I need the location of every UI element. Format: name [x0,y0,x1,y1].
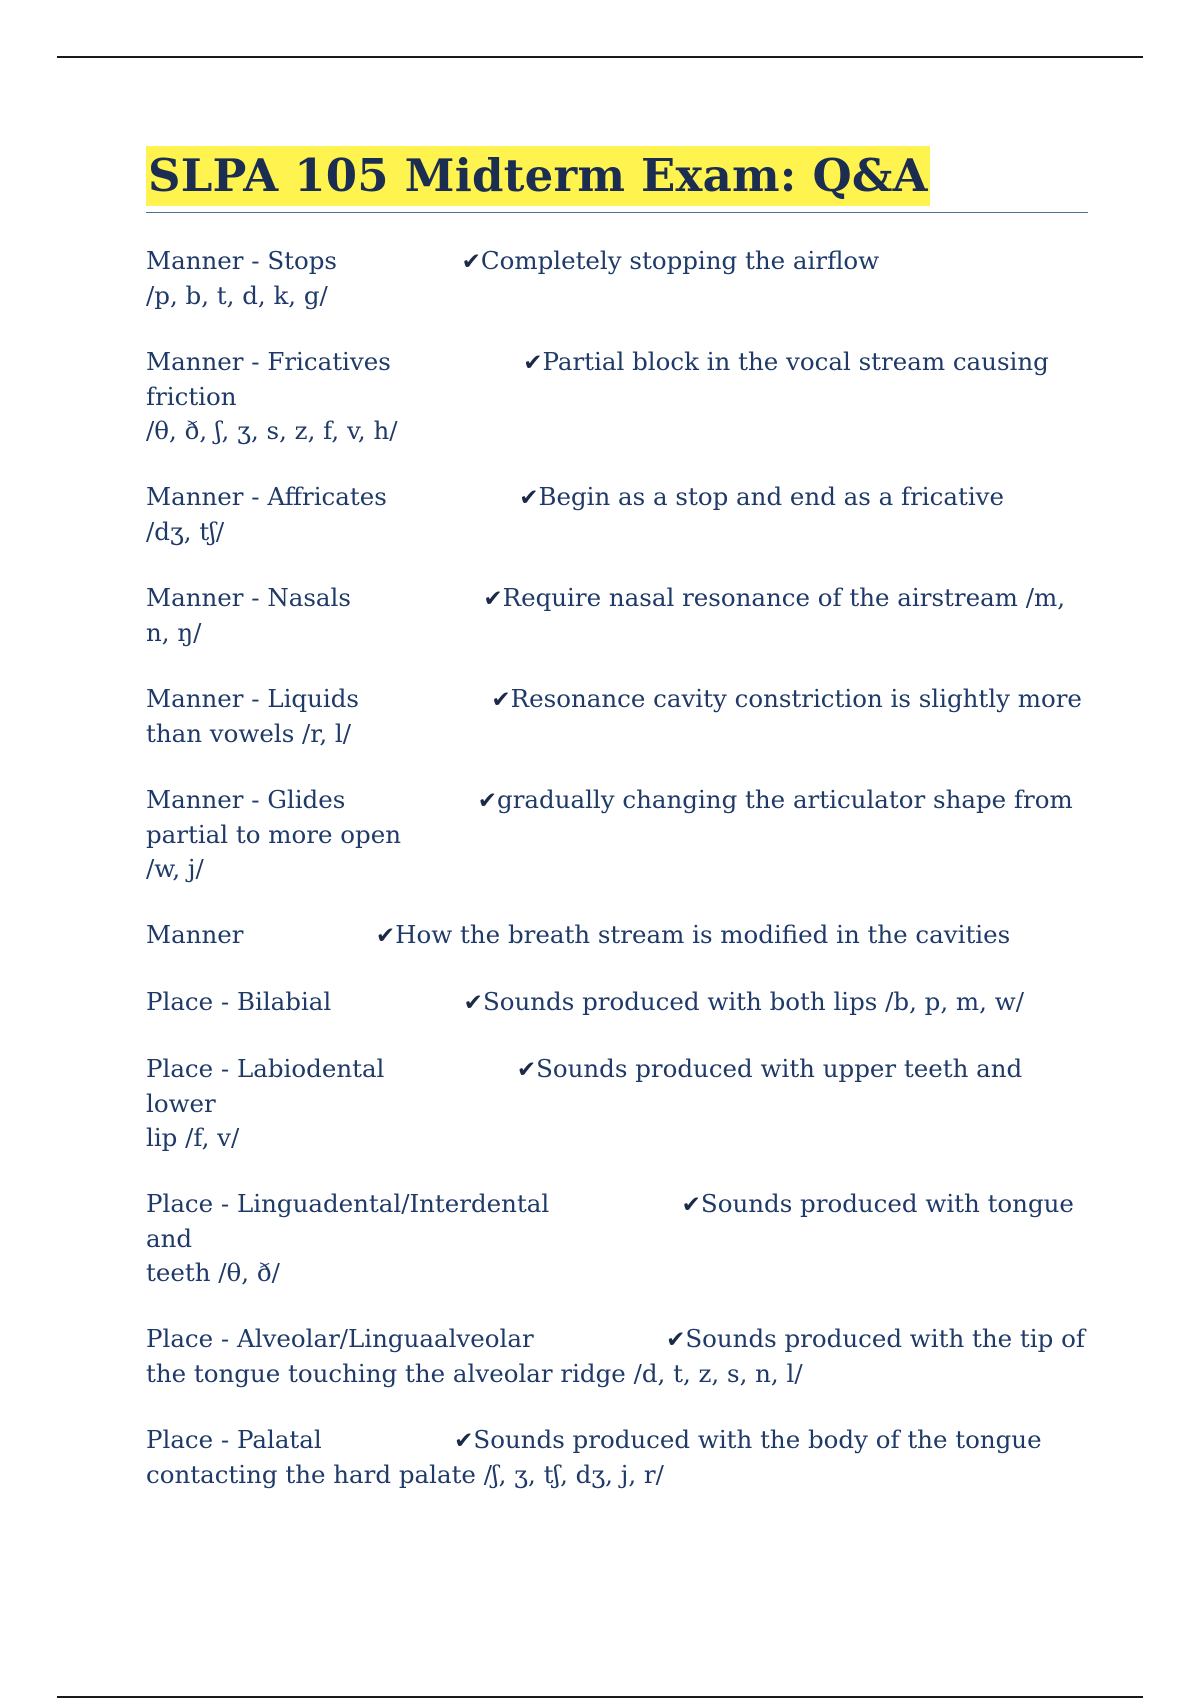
qa-item [146,581,1088,650]
checkmark-icon: ✔ [523,350,543,376]
question-continuation: than vowels /r, l/ [146,719,351,748]
bottom-rule [57,1696,1143,1698]
question-continuation: teeth /θ, ð/ [146,1258,280,1287]
question-text: Place - Alveolar/Linguaalveolar [146,1324,534,1353]
question-text: Manner - Nasals [146,583,351,612]
spacer [387,482,519,511]
answer-text: Partial block in the vocal stream causing [542,347,1049,376]
checkmark-icon: ✔ [666,1327,686,1353]
qa-item [146,1052,1088,1155]
checkmark-icon: ✔ [491,687,511,713]
question-text: Manner - Affricates [146,482,387,511]
qa-item [146,480,1088,549]
question-continuation: lip /f, v/ [146,1123,240,1152]
page-title: SLPA 105 Midterm Exam: Q&A [146,146,930,206]
question-text: Manner - Fricatives [146,347,391,376]
checkmark-icon: ✔ [461,249,481,275]
checkmark-icon: ✔ [681,1192,701,1218]
qa-item [146,783,1088,886]
qa-item [146,918,1088,953]
qa-item [146,985,1088,1020]
qa-item [146,682,1088,751]
top-rule [57,56,1143,58]
qa-list [146,244,1088,1492]
checkmark-icon: ✔ [519,485,539,511]
checkmark-icon: ✔ [477,788,498,814]
spacer [345,785,477,814]
answer-text: gradually changing the articulator shape from [497,785,1073,814]
checkmark-icon: ✔ [483,586,503,612]
qa-item [146,345,1088,448]
spacer [391,347,523,376]
question-continuation: partial to more open /w, j/ [146,820,401,883]
qa-item [146,1423,1088,1492]
spacer [534,1324,666,1353]
spacer [351,583,483,612]
spacer [243,920,375,949]
answer-text: Completely stopping the airflow [480,246,880,275]
answer-text: Sounds produced with upper teeth and lower [146,1054,1031,1118]
question-text: Manner - Liquids [146,684,359,713]
question-text: Place - Palatal [146,1425,322,1454]
question-text: Manner - Stops [146,246,337,275]
question-text: Manner [146,920,244,949]
answer-text: How the breath stream is modified in the cavities [395,920,1011,949]
answer-text: Begin as a stop and end as a fricative [538,482,1004,511]
answer-text: Sounds produced with the body of the tongue [473,1425,1042,1454]
qa-item [146,244,1088,313]
question-continuation: the tongue touching the alveolar ridge /d, t, z, s, n, l/ [146,1359,803,1388]
question-text: Place - Linguadental/Interdental [146,1189,550,1218]
answer-text: Require nasal resonance of the airstream /m, n, ŋ/ [146,583,1073,647]
checkmark-icon: ✔ [516,1057,537,1083]
question-text: Manner - Glides [146,785,346,814]
checkmark-icon: ✔ [463,990,483,1016]
title-block [146,146,1088,213]
spacer [359,684,491,713]
spacer [322,1425,454,1454]
qa-item [146,1187,1088,1290]
question-text: Place - Bilabial [146,987,332,1016]
answer-text: Sounds produced with the tip of [685,1324,1085,1353]
spacer [549,1189,681,1218]
checkmark-icon: ✔ [375,923,396,949]
answer-text: Resonance cavity constriction is slightly more [510,684,1082,713]
answer-text: Sounds produced with tongue and [146,1189,1082,1253]
question-continuation: /p, b, t, d, k, g/ [146,281,328,310]
spacer [384,1054,516,1083]
document-body [146,146,1088,1524]
qa-item [146,1322,1088,1391]
question-text: Place - Labiodental [146,1054,385,1083]
spacer [331,987,463,1016]
spacer [337,246,462,275]
question-continuation: contacting the hard palate /ʃ, ʒ, tʃ, dʒ, j, r/ [146,1460,664,1489]
question-continuation: /dʒ, tʃ/ [146,517,225,546]
answer-text: Sounds produced with both lips /b, p, m, w/ [482,987,1024,1016]
checkmark-icon: ✔ [454,1428,474,1454]
question-continuation: friction /θ, ð, ʃ, ʒ, s, z, f, v, h/ [146,382,398,445]
